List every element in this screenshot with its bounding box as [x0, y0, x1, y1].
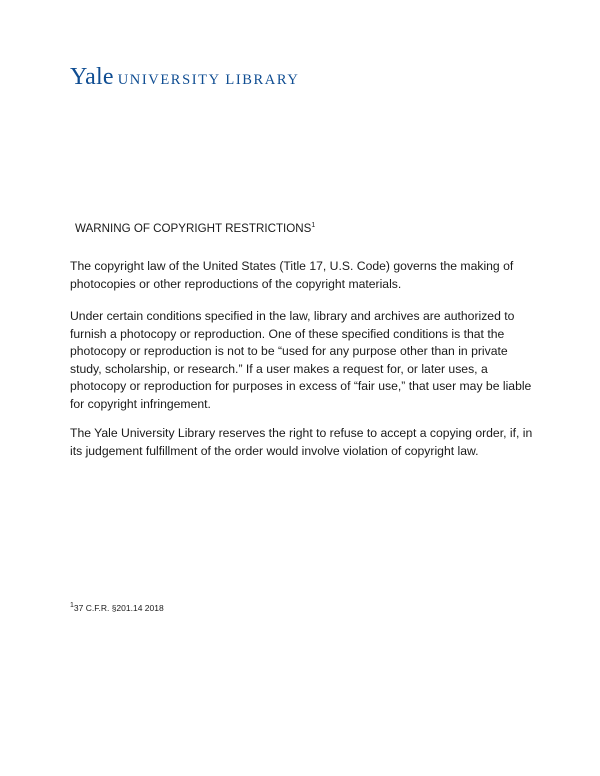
heading-footnote-marker: 1 — [311, 222, 316, 230]
paragraph-copyright-law: The copyright law of the United States (Title 17, U.S. Code) governs the making of photocopies or other reproductions of the copyright materials. — [70, 259, 514, 291]
heading-text: WARNING OF COPYRIGHT RESTRICTIONS — [75, 222, 312, 235]
paragraph-conditions: Under certain conditions specified in the law, library and archives are authorized to furnish a photocopy or reproduction. One of these specified conditions is that the photocopy or reproduction is not to be “used for any purpose other than in private study, scholarship, or research.” If a user makes a request for, or later uses, a photocopy or reproduction for purposes in excess of “fair use,” that user may be liable for copyright infringement. — [70, 309, 532, 411]
footnote — [70, 603, 164, 613]
yale-university-library-logo — [70, 64, 299, 91]
paragraph-reserves-right: The Yale University Library reserves the right to refuse to accept a copying order, if, in its judgement fulfillment of the order would involve violation of copyright law. — [70, 426, 533, 458]
logo-university-library-text: UNIVERSITY LIBRARY — [117, 72, 300, 88]
copyright-warning-heading — [75, 222, 315, 235]
logo-yale-wordmark: Yale — [70, 64, 114, 90]
footnote-marker: 1 — [70, 602, 74, 610]
footnote-text: 37 C.F.R. §201.14 2018 — [73, 603, 164, 613]
